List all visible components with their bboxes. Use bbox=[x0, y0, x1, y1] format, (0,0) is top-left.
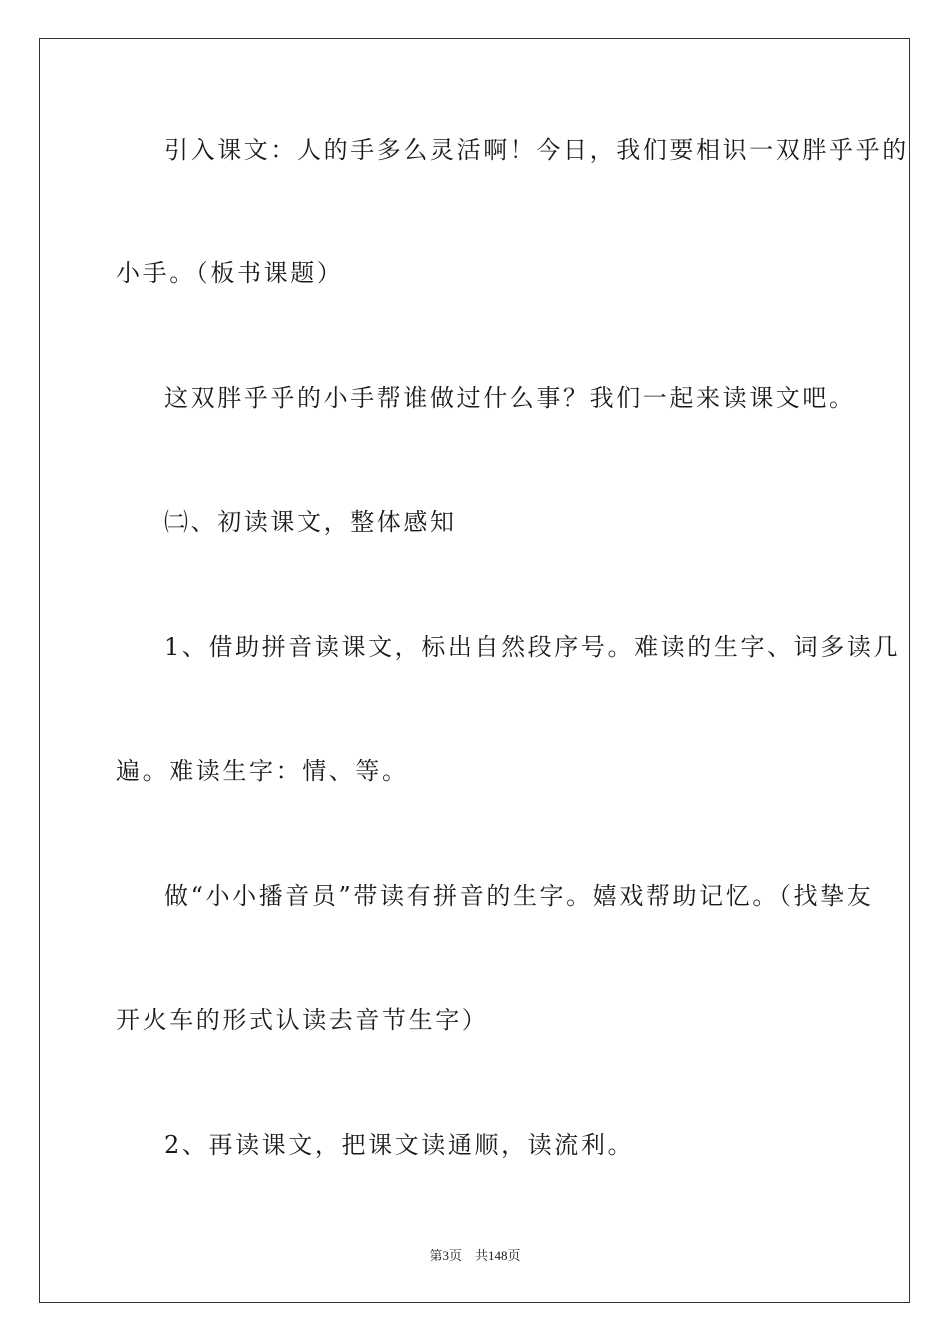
page-border bbox=[39, 38, 910, 1303]
paragraph-4-line-1: 1、借助拼音读课文，标出自然段序号。难读的生字、词多读几 bbox=[164, 633, 901, 661]
paragraph-1-line-1: 引入课文：人的手多么灵活啊！今日，我们要相识一双胖乎乎的 bbox=[164, 136, 909, 164]
paragraph-6-line-1: 2、再读课文，把课文读通顺，读流利。 bbox=[164, 1131, 635, 1159]
paragraph-2-line-1: 这双胖乎乎的小手帮谁做过什么事？我们一起来读课文吧。 bbox=[164, 384, 856, 412]
page-number-footer: 第3页 共148页 bbox=[429, 1248, 521, 1263]
section-heading: ㈡、初读课文，整体感知 bbox=[164, 508, 457, 536]
paragraph-1-line-2: 小手。（板书课题） bbox=[116, 259, 344, 287]
paragraph-4-line-2: 遍。难读生字：情、等。 bbox=[116, 757, 409, 785]
paragraph-5-line-1: 做“小小播音员”带读有拼音的生字。嬉戏帮助记忆。（找挚友 bbox=[164, 882, 874, 910]
paragraph-5-line-2: 开火车的形式认读去音节生字） bbox=[116, 1006, 489, 1034]
